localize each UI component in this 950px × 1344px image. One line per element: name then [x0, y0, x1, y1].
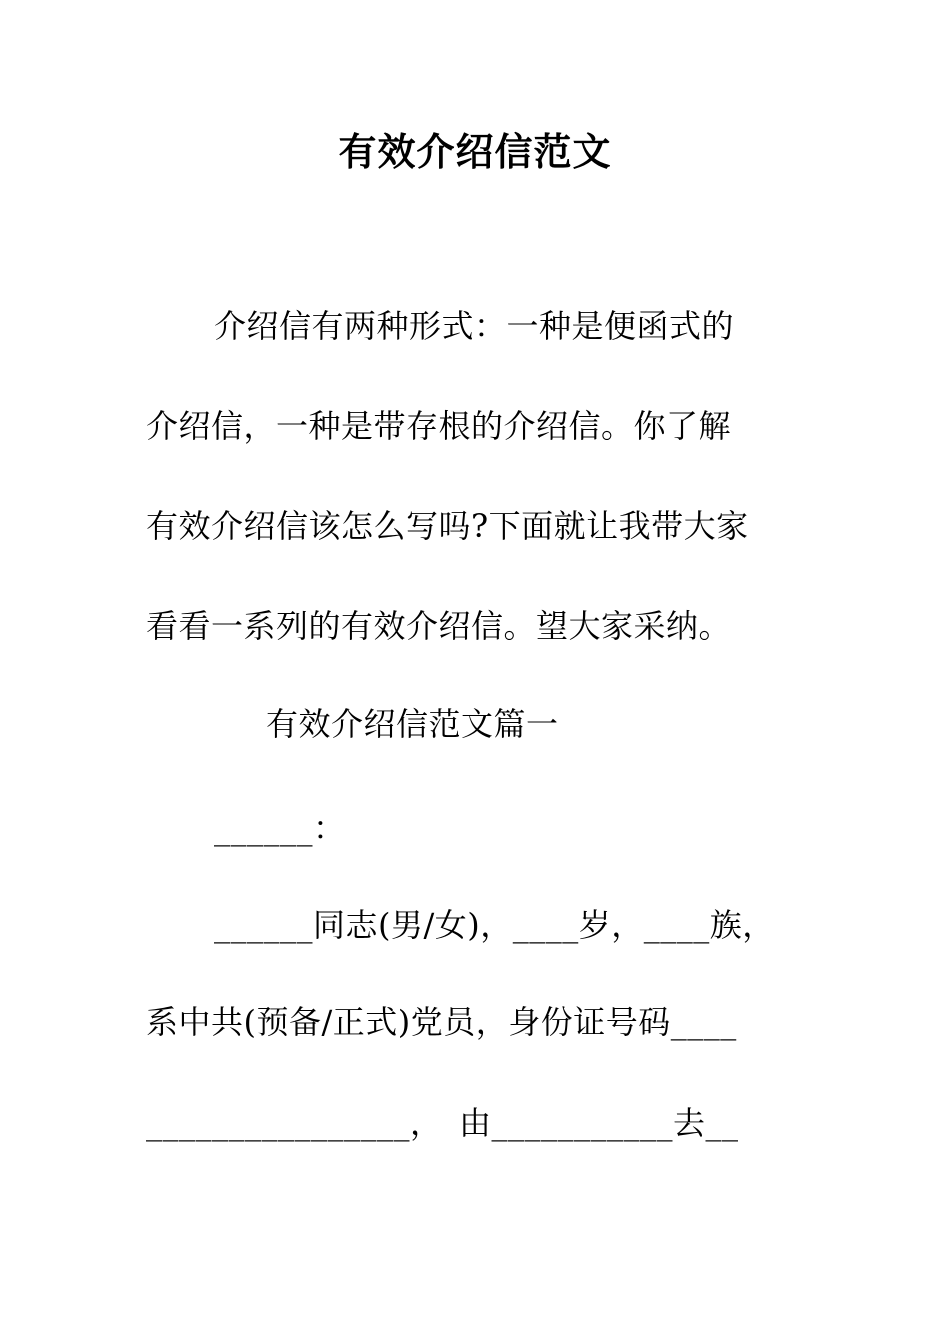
paragraph-line: 有效介绍信该怎么写吗?下面就让我带大家 [146, 507, 749, 545]
paragraph-line: 介绍信有两种形式：一种是便函式的 [214, 307, 735, 345]
salutation-line: ______： [214, 809, 346, 847]
form-line: ______同志(男/女)，____岁，____族， [214, 906, 775, 944]
paragraph-line: 看看一系列的有效介绍信。望大家采纳。 [146, 607, 732, 645]
form-line: 系中共(预备/正式)党员，身份证号码____ [146, 1003, 737, 1041]
form-line: ________________， 由___________去__ [146, 1104, 739, 1142]
document-title: 有效介绍信范文 [338, 129, 612, 174]
section-heading: 有效介绍信范文篇一 [266, 705, 559, 743]
paragraph-line: 介绍信，一种是带存根的介绍信。你了解 [146, 407, 732, 445]
